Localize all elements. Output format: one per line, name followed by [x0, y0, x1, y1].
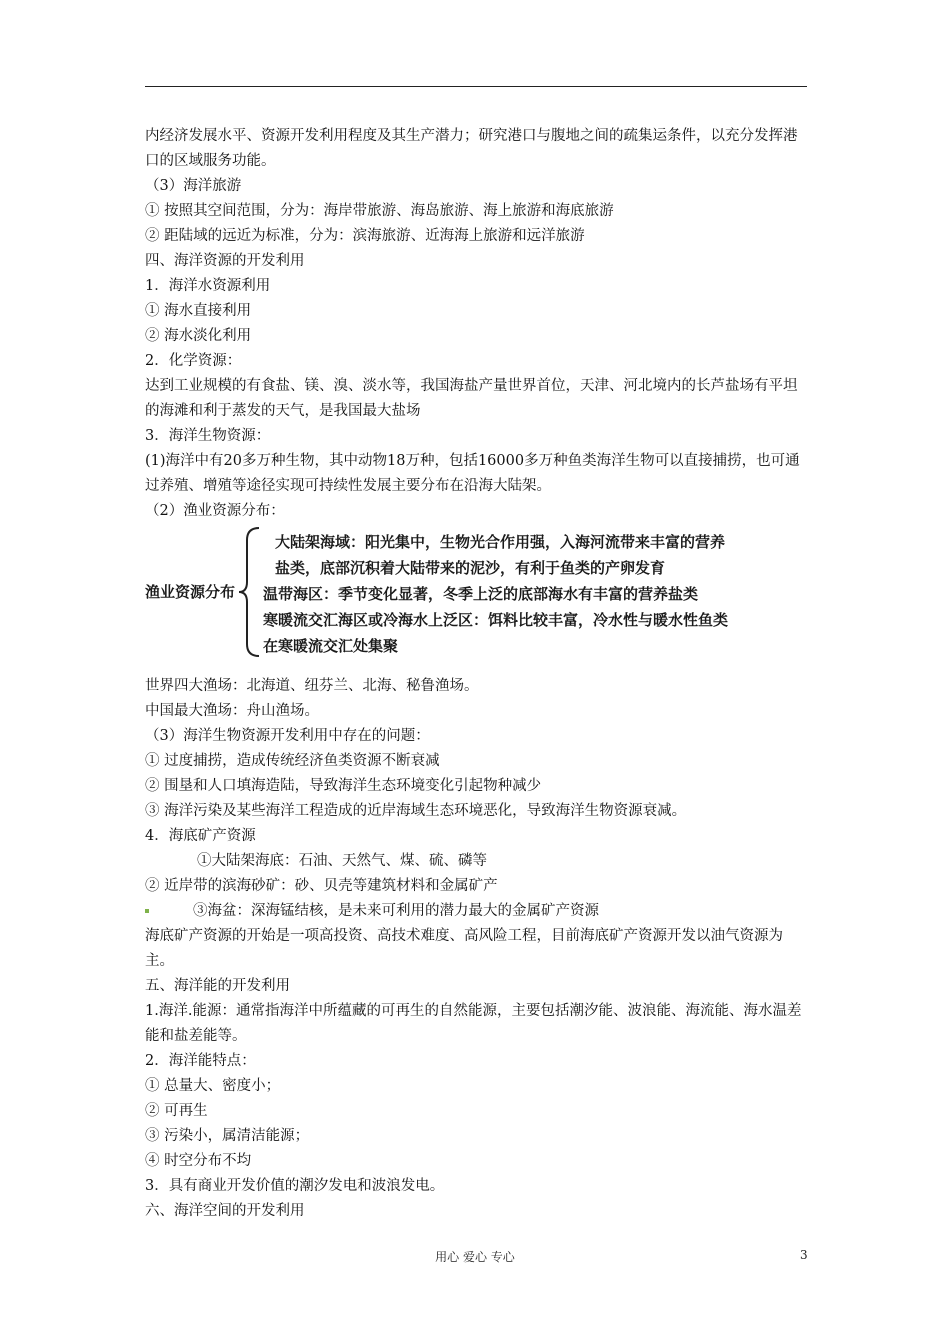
- list-item: ② 围垦和人口填海造陆，导致海洋生态环境变化引起物种减少: [145, 778, 542, 794]
- paragraph: 达到工业规模的有食盐、镁、溴、淡水等，我国海盐产量世界首位，天津、河北境内的长芦盐场有平坦的海滩和利于蒸发的天气，是我国最大盐场: [145, 378, 798, 419]
- paragraph: 1.海洋.能源：通常指海洋中所蕴藏的可再生的自然能源，主要包括潮汐能、波浪能、海流能、海水温差能和盐差能等。: [145, 1003, 802, 1044]
- paragraph: 世界四大渔场：北海道、纽芬兰、北海、秘鲁渔场。: [145, 678, 479, 694]
- list-item: ④ 时空分布不均: [145, 1153, 252, 1169]
- paragraph: (1)海洋中有20多万种生物，其中动物18万种，包括16000多万种鱼类海洋生物可以直接捕捞，也可通过养殖、增殖等途径实现可持续性发展主要分布在沿海大陆架。: [145, 453, 800, 494]
- section-heading: 四、海洋资源的开发利用: [145, 253, 305, 269]
- list-item: ① 按照其空间范围，分为：海岸带旅游、海岛旅游、海上旅游和海底旅游: [145, 203, 614, 219]
- list-item: ① 海水直接利用: [145, 303, 252, 319]
- list-item: ② 近岸带的滨海砂矿：砂、贝壳等建筑材料和金属矿产: [145, 878, 498, 894]
- figure-label: 渔业资源分布: [145, 583, 236, 601]
- paragraph: 3．具有商业开发价值的潮汐发电和波浪发电。: [145, 1178, 445, 1194]
- figure-item: 寒暖流交汇海区或冷海水上泛区：饵料比较丰富，冷水性与暖水性鱼类: [263, 611, 729, 629]
- paragraph: 中国最大渔场：舟山渔场。: [145, 703, 319, 719]
- list-item: ② 距陆域的远近为标准，分为：滨海旅游、近海海上旅游和远洋旅游: [145, 228, 585, 244]
- section-heading: 五、海洋能的开发利用: [145, 978, 290, 994]
- list-item: ② 可再生: [145, 1103, 208, 1119]
- list-item: ① 总量大、密度小；: [145, 1078, 281, 1094]
- fishery-distribution-figure: [145, 524, 810, 674]
- subheading: （3）海洋生物资源开发利用中存在的问题：: [145, 728, 430, 744]
- footer-text: 用心 爱心 专心: [435, 1250, 515, 1264]
- paragraph: 内经济发展水平、资源开发利用程度及其生产潜力；研究港口与腹地之间的疏集运条件，以充分发挥港口的区域服务功能。: [145, 128, 798, 169]
- subheading: 1．海洋水资源利用: [145, 278, 271, 294]
- subheading: （3）海洋旅游: [145, 178, 242, 194]
- list-item: ② 海水淡化利用: [145, 328, 252, 344]
- subheading: （2）渔业资源分布：: [145, 503, 285, 519]
- page-number: 3: [800, 1248, 808, 1262]
- paragraph: 海底矿产资源的开始是一项高投资、高技术难度、高风险工程，目前海底矿产资源开发以油气资源为主。: [145, 928, 783, 969]
- figure-item: 大陆架海域：阳光集中，生物光合作用强，入海河流带来丰富的营养: [275, 533, 726, 551]
- section-heading: 六、海洋空间的开发利用: [145, 1203, 305, 1219]
- brace-icon: [237, 526, 261, 658]
- figure-item: 温带海区：季节变化显著，冬季上泛的底部海水有丰富的营养盐类: [263, 585, 699, 603]
- figure-item: 在寒暖流交汇处集聚: [263, 637, 399, 655]
- list-item: ③ 海洋污染及某些海洋工程造成的近岸海域生态环境恶化，导致海洋生物资源衰减。: [145, 803, 687, 819]
- figure-item: 盐类，底部沉积着大陆带来的泥沙，有利于鱼类的产卵发育: [275, 559, 666, 577]
- subheading: 2．海洋能特点：: [145, 1053, 256, 1069]
- subheading: 3．海洋生物资源：: [145, 428, 271, 444]
- list-item: ① 过度捕捞，造成传统经济鱼类资源不断衰减: [145, 753, 440, 769]
- subheading: 2．化学资源：: [145, 353, 242, 369]
- document-body: [145, 124, 810, 1224]
- header-rule: [145, 86, 807, 87]
- list-item: ①大陆架海底：石油、天然气、煤、硫、磷等: [197, 853, 487, 869]
- subheading: 4．海底矿产资源: [145, 828, 256, 844]
- bullet-dot-icon: [145, 909, 149, 913]
- list-item: ③ 污染小，属清洁能源；: [145, 1128, 310, 1144]
- list-item: ③海盆：深海锰结核，是未来可利用的潜力最大的金属矿产资源: [193, 903, 599, 919]
